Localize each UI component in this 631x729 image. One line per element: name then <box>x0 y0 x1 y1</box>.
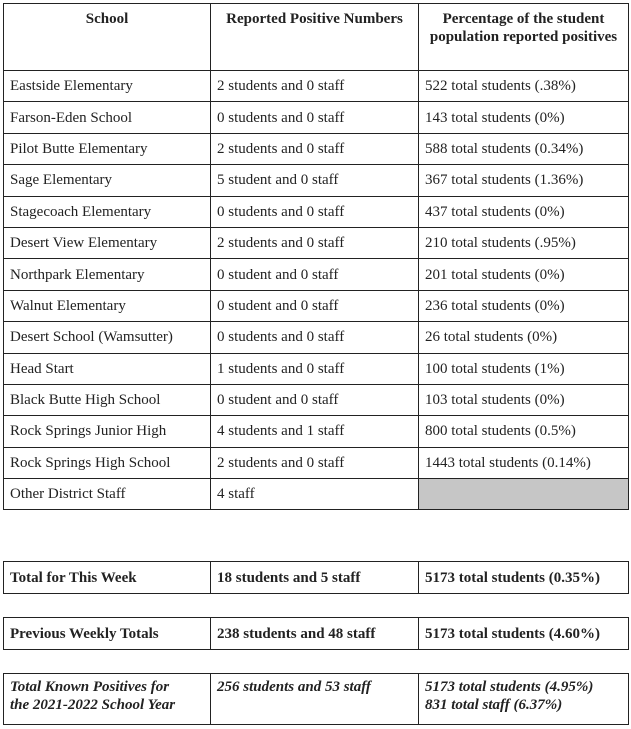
reported-count: 0 students and 0 staff <box>211 102 419 133</box>
reported-count: 5 student and 0 staff <box>211 165 419 196</box>
previous-totals-table <box>3 617 629 650</box>
school-name: Black Butte High School <box>4 384 211 415</box>
percentage-value: 26 total students (0%) <box>419 322 629 353</box>
header-percentage: Percentage of the student population reported positives <box>419 4 629 71</box>
reported-count: 0 student and 0 staff <box>211 384 419 415</box>
school-name: Sage Elementary <box>4 165 211 196</box>
percentage-value: 210 total students (.95%) <box>419 227 629 258</box>
week-total-percentage: 5173 total students (0.35%) <box>419 562 629 594</box>
school-positives-table <box>3 3 629 510</box>
table-body <box>4 71 629 510</box>
percentage-value: 367 total students (1.36%) <box>419 165 629 196</box>
year-total-table <box>3 673 629 725</box>
percentage-value: 800 total students (0.5%) <box>419 416 629 447</box>
year-total-reported: 256 students and 53 staff <box>211 674 419 725</box>
reported-count: 2 students and 0 staff <box>211 133 419 164</box>
empty-shaded-cell <box>419 479 629 510</box>
table-row <box>4 227 629 258</box>
week-total-table <box>3 561 629 594</box>
school-name: Pilot Butte Elementary <box>4 133 211 164</box>
table-row <box>4 259 629 290</box>
reported-count: 1 students and 0 staff <box>211 353 419 384</box>
week-total-row <box>4 562 629 594</box>
percentage-value: 1443 total students (0.14%) <box>419 447 629 478</box>
year-total-label-line2: the 2021-2022 School Year <box>10 697 176 713</box>
reported-count: 2 students and 0 staff <box>211 227 419 258</box>
year-total-percentage-cell <box>419 674 629 725</box>
reported-count: 0 student and 0 staff <box>211 290 419 321</box>
school-name: Rock Springs High School <box>4 447 211 478</box>
school-name: Stagecoach Elementary <box>4 196 211 227</box>
table-row <box>4 447 629 478</box>
table-row <box>4 102 629 133</box>
year-total-row <box>4 674 629 725</box>
previous-totals-row <box>4 618 629 650</box>
school-name: Other District Staff <box>4 479 211 510</box>
header-row <box>4 4 629 71</box>
percentage-value: 100 total students (1%) <box>419 353 629 384</box>
school-name: Desert View Elementary <box>4 227 211 258</box>
table-row <box>4 416 629 447</box>
year-total-label-line1: Total Known Positives for <box>10 679 170 695</box>
reported-count: 4 staff <box>211 479 419 510</box>
school-name: Rock Springs Junior High <box>4 416 211 447</box>
reported-count: 0 students and 0 staff <box>211 196 419 227</box>
percentage-value: 588 total students (0.34%) <box>419 133 629 164</box>
percentage-value: 103 total students (0%) <box>419 384 629 415</box>
percentage-value: 522 total students (.38%) <box>419 71 629 102</box>
percentage-value: 143 total students (0%) <box>419 102 629 133</box>
year-total-students-percentage: 5173 total students (4.95%) <box>425 679 594 695</box>
week-total-label: Total for This Week <box>4 562 211 594</box>
reported-count: 4 students and 1 staff <box>211 416 419 447</box>
reported-count: 0 student and 0 staff <box>211 259 419 290</box>
header-school: School <box>4 4 211 71</box>
percentage-value: 236 total students (0%) <box>419 290 629 321</box>
school-name: Eastside Elementary <box>4 71 211 102</box>
year-total-label-cell <box>4 674 211 725</box>
previous-totals-percentage: 5173 total students (4.60%) <box>419 618 629 650</box>
school-name: Farson-Eden School <box>4 102 211 133</box>
reported-count: 0 students and 0 staff <box>211 322 419 353</box>
table-row <box>4 133 629 164</box>
table-row <box>4 353 629 384</box>
header-reported: Reported Positive Numbers <box>211 4 419 71</box>
percentage-value: 201 total students (0%) <box>419 259 629 290</box>
table-row <box>4 384 629 415</box>
reported-count: 2 students and 0 staff <box>211 447 419 478</box>
previous-totals-label: Previous Weekly Totals <box>4 618 211 650</box>
reported-count: 2 students and 0 staff <box>211 71 419 102</box>
table-row <box>4 196 629 227</box>
school-name: Head Start <box>4 353 211 384</box>
school-name: Desert School (Wamsutter) <box>4 322 211 353</box>
table-row <box>4 165 629 196</box>
percentage-value: 437 total students (0%) <box>419 196 629 227</box>
school-name: Northpark Elementary <box>4 259 211 290</box>
other-staff-row <box>4 479 629 510</box>
table-row <box>4 290 629 321</box>
table-row <box>4 71 629 102</box>
previous-totals-reported: 238 students and 48 staff <box>211 618 419 650</box>
table-row <box>4 322 629 353</box>
week-total-reported: 18 students and 5 staff <box>211 562 419 594</box>
year-total-staff-percentage: 831 total staff (6.37%) <box>425 697 563 713</box>
school-name: Walnut Elementary <box>4 290 211 321</box>
